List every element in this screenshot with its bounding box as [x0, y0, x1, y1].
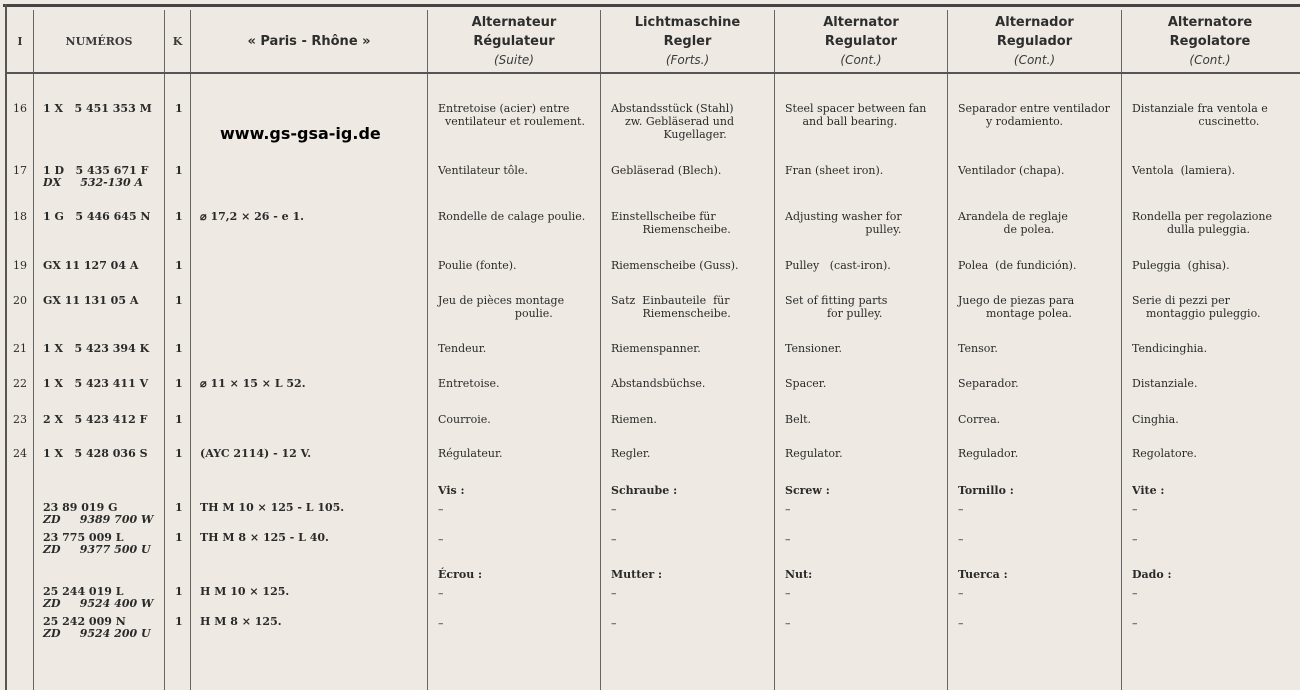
column-divider: [427, 10, 428, 690]
quantity: 1: [175, 342, 183, 355]
nut-quantity: 1: [175, 585, 183, 598]
header-col-k-label: K: [172, 34, 183, 48]
part-number: 1 X 5 423 411 V: [43, 377, 149, 390]
desc-german: Abstandsbüchse.: [611, 377, 706, 390]
desc-spanish: Correa.: [958, 413, 1001, 426]
desc-french: Régulateur.: [438, 447, 503, 460]
desc-spanish: Regulador.: [958, 447, 1019, 460]
desc-english: Steel spacer between fan and ball bearing.: [785, 102, 927, 128]
quantity: 1: [175, 259, 183, 272]
nut-quantity: 1: [175, 615, 183, 628]
row-index: 16: [13, 102, 27, 115]
part-number: GX 11 131 05 A: [43, 294, 139, 307]
paris-rhone-spec: (AYC 2114) - 12 V.: [200, 447, 312, 460]
screw-part-number: 23 89 019 G: [43, 501, 118, 514]
header-col-numeros: [34, 10, 164, 72]
row-index: 23: [13, 413, 27, 426]
desc-french: Rondelle de calage poulie.: [438, 210, 586, 223]
screw-spec: TH M 10 × 125 - L 105.: [200, 501, 345, 514]
quantity: 1: [175, 164, 183, 177]
quantity: 1: [175, 413, 183, 426]
top-border: [3, 4, 1300, 7]
desc-italian: Cinghia.: [1132, 413, 1179, 426]
desc-french: Ventilateur tôle.: [438, 164, 528, 177]
screw-spec: TH M 8 × 125 - L 40.: [200, 531, 329, 544]
desc-spanish: Polea (de fundición).: [958, 259, 1077, 272]
row-index: 19: [13, 259, 27, 272]
watermark-url: www.gs-gsa-ig.de: [220, 124, 381, 143]
column-divider: [1121, 10, 1122, 690]
header-col-french: [428, 10, 600, 72]
quantity: 1: [175, 210, 183, 223]
nut-dash-fr: –: [438, 587, 444, 600]
header-fr-line1: Alternateur: [471, 14, 557, 30]
nut-spec: H M 10 × 125.: [200, 585, 290, 598]
row-index: 18: [13, 210, 27, 223]
part-number: 1 D 5 435 671 F: [43, 164, 149, 177]
column-divider: [190, 10, 191, 690]
desc-spanish: Separador.: [958, 377, 1019, 390]
screw-dash-es: –: [958, 503, 964, 516]
header-col-k: [165, 10, 190, 72]
group-label-nut-de: Mutter :: [611, 568, 663, 581]
header-rule: [7, 72, 1300, 74]
header-en-line2: Regulator: [824, 33, 898, 49]
header-col-italian: [1122, 10, 1298, 72]
desc-english: Belt.: [785, 413, 812, 426]
group-label-nut-it: Dado :: [1132, 568, 1172, 581]
screw-dash-es: –: [958, 533, 964, 546]
desc-italian: Ventola (lamiera).: [1132, 164, 1236, 177]
group-label-nut-en: Nut:: [785, 568, 813, 581]
part-number: 1 X 5 428 036 S: [43, 447, 148, 460]
row-index: 22: [13, 377, 27, 390]
desc-spanish: Separador entre ventilador y rodamiento.: [958, 102, 1110, 128]
desc-german: Gebläserad (Blech).: [611, 164, 722, 177]
part-number: 2 X 5 423 412 F: [43, 413, 148, 426]
row-index: 24: [13, 447, 27, 460]
desc-spanish: Arandela de reglaje de polea.: [958, 210, 1068, 236]
nut-dash-de: –: [611, 617, 617, 630]
desc-german: Regler.: [611, 447, 651, 460]
header-fr-sub: (Suite): [493, 52, 534, 67]
desc-italian: Puleggia (ghisa).: [1132, 259, 1230, 272]
header-col-i-label: I: [17, 34, 23, 48]
desc-spanish: Ventilador (chapa).: [958, 164, 1065, 177]
nut-dash-de: –: [611, 587, 617, 600]
desc-french: Jeu de pièces montage poulie.: [438, 294, 565, 320]
header-col-paris-rhone-label: « Paris - Rhône »: [247, 33, 371, 49]
header-es-sub: (Cont.): [1013, 52, 1056, 67]
group-label-screw-it: Vite :: [1132, 484, 1165, 497]
header-de-line1: Lichtmaschine: [634, 14, 741, 30]
screw-dash-de: –: [611, 533, 617, 546]
nut-dash-fr: –: [438, 617, 444, 630]
column-divider: [600, 10, 601, 690]
screw-quantity: 1: [175, 531, 183, 544]
desc-german: Riemenscheibe (Guss).: [611, 259, 739, 272]
desc-spanish: Juego de piezas para montage polea.: [958, 294, 1075, 320]
row-index: 21: [13, 342, 27, 355]
header-col-i: [7, 10, 33, 72]
screw-dash-fr: –: [438, 503, 444, 516]
desc-german: Riemen.: [611, 413, 657, 426]
quantity: 1: [175, 102, 183, 115]
nut-dash-it: –: [1132, 587, 1138, 600]
nut-dash-es: –: [958, 617, 964, 630]
nut-dash-it: –: [1132, 617, 1138, 630]
paris-rhone-spec: ⌀ 17,2 × 26 - e 1.: [200, 210, 304, 223]
desc-english: Fran (sheet iron).: [785, 164, 884, 177]
screw-part-number: 23 775 009 L: [43, 531, 124, 544]
screw-quantity: 1: [175, 501, 183, 514]
screw-part-number-alt: ZD 9389 700 W: [43, 513, 154, 526]
header-es-line1: Alternador: [995, 14, 1074, 30]
group-label-nut-fr: Écrou :: [438, 568, 483, 581]
header-col-numeros-label: NUMÉROS: [65, 34, 133, 48]
desc-english: Set of fitting parts for pulley.: [785, 294, 888, 320]
desc-french: Poulie (fonte).: [438, 259, 517, 272]
header-col-german: [601, 10, 774, 72]
nut-part-number: 25 244 019 L: [43, 585, 124, 598]
part-number: GX 11 127 04 A: [43, 259, 139, 272]
left-border: [5, 4, 7, 690]
header-de-sub: (Forts.): [665, 52, 710, 67]
screw-dash-it: –: [1132, 533, 1138, 546]
desc-french: Courroie.: [438, 413, 491, 426]
group-label-screw-en: Screw :: [785, 484, 830, 497]
screw-dash-en: –: [785, 503, 791, 516]
nut-part-number: 25 242 009 N: [43, 615, 126, 628]
header-en-line1: Alternator: [823, 14, 899, 30]
screw-dash-en: –: [785, 533, 791, 546]
quantity: 1: [175, 447, 183, 460]
desc-german: Abstandsstück (Stahl) zw. Gebläserad und Kugellager.: [611, 102, 735, 141]
part-number-alt: DX 532-130 A: [43, 176, 144, 189]
desc-italian: Regolatore.: [1132, 447, 1197, 460]
header-en-sub: (Cont.): [840, 52, 882, 67]
nut-spec: H M 8 × 125.: [200, 615, 282, 628]
header-it-sub: (Cont.): [1189, 52, 1231, 67]
desc-french: Entretoise (acier) entre ventilateur et roulement.: [438, 102, 585, 128]
group-label-nut-es: Tuerca :: [958, 568, 1008, 581]
group-label-screw-es: Tornillo :: [958, 484, 1014, 497]
desc-german: Satz Einbauteile für Riemenscheibe.: [611, 294, 731, 320]
desc-german: Riemenspanner.: [611, 342, 701, 355]
screw-part-number-alt: ZD 9377 500 U: [43, 543, 151, 556]
desc-italian: Distanziale.: [1132, 377, 1198, 390]
column-divider: [774, 10, 775, 690]
column-divider: [164, 10, 165, 690]
group-label-screw-fr: Vis :: [438, 484, 465, 497]
desc-spanish: Tensor.: [958, 342, 998, 355]
row-index: 20: [13, 294, 27, 307]
nut-dash-es: –: [958, 587, 964, 600]
header-es-line2: Regulador: [996, 33, 1073, 49]
desc-english: Regulator.: [785, 447, 843, 460]
desc-italian: Distanziale fra ventola e cuscinetto.: [1132, 102, 1268, 128]
group-label-screw-de: Schraube :: [611, 484, 678, 497]
desc-italian: Serie di pezzi per montaggio puleggio.: [1132, 294, 1261, 320]
column-divider: [33, 10, 34, 690]
desc-english: Spacer.: [785, 377, 827, 390]
part-number: 1 X 5 423 394 K: [43, 342, 150, 355]
screw-dash-fr: –: [438, 533, 444, 546]
desc-english: Adjusting washer for pulley.: [785, 210, 902, 236]
part-number: 1 X 5 451 353 M: [43, 102, 152, 115]
screw-dash-it: –: [1132, 503, 1138, 516]
desc-english: Tensioner.: [785, 342, 843, 355]
quantity: 1: [175, 294, 183, 307]
header-col-spanish: [948, 10, 1121, 72]
header-it-line1: Alternatore: [1167, 14, 1253, 30]
desc-french: Tendeur.: [438, 342, 487, 355]
nut-dash-en: –: [785, 617, 791, 630]
desc-german: Einstellscheibe für Riemenscheibe.: [611, 210, 731, 236]
header-col-english: [775, 10, 947, 72]
quantity: 1: [175, 377, 183, 390]
paris-rhone-spec: ⌀ 11 × 15 × L 52.: [200, 377, 306, 390]
desc-italian: Tendicinghia.: [1132, 342, 1208, 355]
desc-french: Entretoise.: [438, 377, 500, 390]
header-col-paris-rhone: [191, 10, 427, 72]
nut-part-number-alt: ZD 9524 200 U: [43, 627, 151, 640]
desc-italian: Rondella per regolazione dulla puleggia.: [1132, 210, 1272, 236]
header-fr-line2: Régulateur: [473, 33, 555, 49]
screw-dash-de: –: [611, 503, 617, 516]
header-de-line2: Regler: [663, 33, 712, 49]
part-number: 1 G 5 446 645 N: [43, 210, 151, 223]
row-index: 17: [13, 164, 27, 177]
column-divider: [947, 10, 948, 690]
nut-dash-en: –: [785, 587, 791, 600]
header-it-line2: Regolatore: [1169, 33, 1251, 49]
desc-english: Pulley (cast-iron).: [785, 259, 891, 272]
nut-part-number-alt: ZD 9524 400 W: [43, 597, 154, 610]
